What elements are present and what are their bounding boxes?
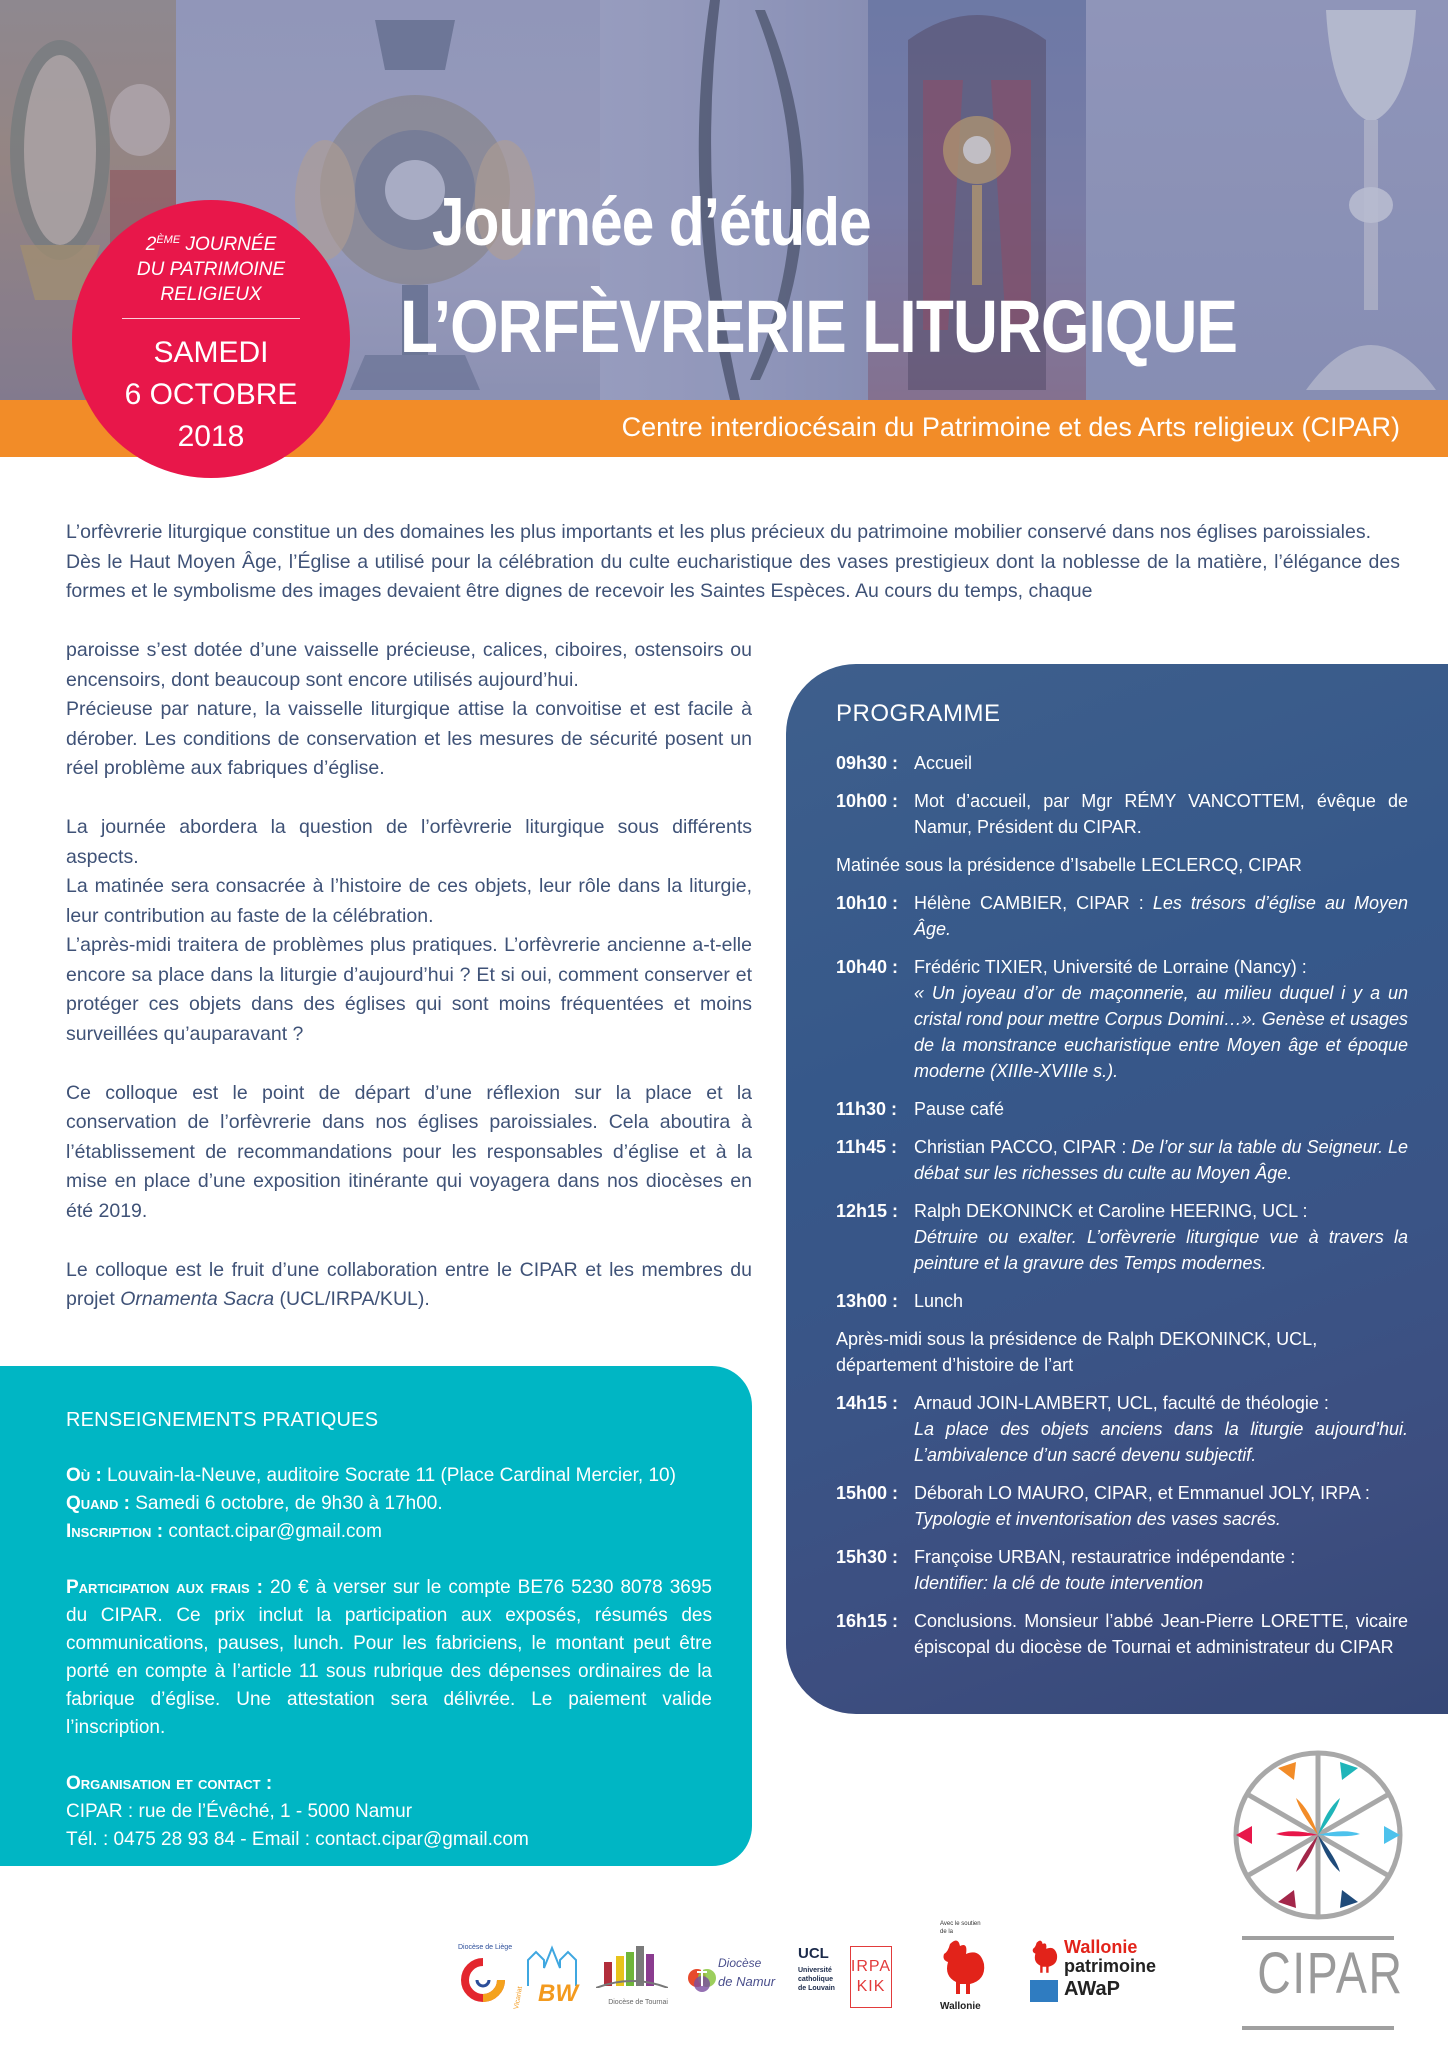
intro-column xyxy=(66,636,752,1315)
intro-p8-text: Le colloque est le fruit d’une collaboration entre le CIPAR et les membres du projet xyxy=(66,1258,752,1310)
logo-wallonie xyxy=(940,1920,1000,2020)
programme-speaker: Accueil xyxy=(914,753,973,773)
tournai-logo-text: Diocèse de Tournai xyxy=(608,1999,668,2006)
programme-speaker: Arnaud JOIN-LAMBERT, UCL, faculté de théologie : xyxy=(914,1393,1329,1413)
programme-time: 15h30 : xyxy=(836,1547,899,1567)
programme-speaker: Hélène CAMBIER, CIPAR : xyxy=(914,893,1153,913)
intro-paragraph-3: Précieuse par nature, la vaisselle liturgique attise la convoitise et est facile à dérober. Les conditions de conservation et les mesures de sécurité posent un réel problème aux fabriques d’église. xyxy=(66,698,752,779)
badge-divider xyxy=(122,318,300,319)
programme-talk-title: Typologie et inventorisation des vases sacrés. xyxy=(914,1509,1281,1529)
intro-paragraph-2-continued: paroisse s’est dotée d’une vaisselle précieuse, calices, ciboires, ostensoirs ou encensoirs, dont beaucoup sont encore utilisés aujourd’hui. xyxy=(66,639,752,691)
programme-talk-title: De l’or sur la table du Seigneur. Le débat sur les richesses du culte au Moyen Âge. xyxy=(914,1137,1408,1183)
cipar-wordmark: CIPAR xyxy=(1257,1941,1404,2006)
info-contact-label xyxy=(66,1770,712,1798)
irpa-logo-text: IRPA xyxy=(850,1958,892,1975)
info-contact-phone[interactable]: Tél. : 0475 28 93 84 - Email : contact.cipar@gmail.com xyxy=(66,1829,529,1850)
badge-edition-rest: JOURNÉE xyxy=(180,234,277,255)
programme-list xyxy=(836,750,1408,1660)
programme-item xyxy=(836,1288,1408,1314)
programme-speaker: Lunch xyxy=(914,1291,964,1311)
programme-speaker: Frédéric TIXIER, Université de Lorraine (Nancy) : xyxy=(914,957,1307,977)
programme-time: 16h15 : xyxy=(836,1611,899,1631)
programme-speaker: Françoise URBAN, restauratrice indépendante : xyxy=(914,1547,1296,1567)
programme-item xyxy=(836,890,1408,942)
badge-day: SAMEDI xyxy=(153,336,269,369)
programme-speaker: Conclusions. Monsieur l’abbé Jean-Pierre LORETTE, vicaire épiscopal du diocèse de Tournai et administrateur du CIPAR xyxy=(914,1611,1408,1657)
programme-item xyxy=(836,788,1408,840)
info-where xyxy=(66,1462,712,1490)
info-registration xyxy=(66,1518,712,1546)
intro-p8-end: (UCL/IRPA/KUL). xyxy=(274,1288,430,1310)
programme-chair: Matinée sous la présidence d’Isabelle LECLERCQ, CIPAR xyxy=(836,855,1302,875)
cipar-rosette-icon xyxy=(1218,1740,1418,1930)
programme-body xyxy=(914,1544,1408,1596)
badge-year: 2018 xyxy=(177,420,245,453)
intro-paragraph-4: La journée abordera la question de l’orfèvrerie liturgique sous différents aspects. xyxy=(66,816,752,868)
badge-edition xyxy=(72,228,350,307)
programme-talk-title: « Un joyeau d’or de maçonnerie, au milieu duquel i y a un cristal rond pour mettre Corpus Domini…». Genèse et usages de la monstrance eucharistique entre Moyen âge et époque moderne (XIIIe-XVIIIe s.). xyxy=(914,983,1408,1081)
intro-paragraph-8 xyxy=(66,1256,752,1315)
programme-body xyxy=(914,750,1408,776)
intro-paragraph-2: Dès le Haut Moyen Âge, l’Église a utilisé pour la célébration du culte eucharistique des vases prestigieux dont la noblesse de la matière, l’élégance des formes et le symbolisme des images devaient être dignes de recevoir les Saintes Espèces. Au cours du temps, chaque xyxy=(66,550,1400,602)
programme-time: 13h00 : xyxy=(836,1291,899,1311)
programme-time: 15h00 : xyxy=(836,1483,899,1503)
programme-talk-title: Détruire ou exalter. L’orfèvrerie liturgique vue à travers la peinture et la gravure des Temps modernes. xyxy=(914,1227,1408,1273)
logo-vicariat-bw xyxy=(513,1938,580,2014)
tournai-towers-icon xyxy=(596,1944,668,1988)
ucl-line-1: Université xyxy=(798,1967,832,1974)
intro-paragraph-5: La matinée sera consacrée à l’histoire de ces objets, leur rôle dans la liturgie, leur contribution au faste de la célébration. xyxy=(66,875,752,927)
logo-ucl xyxy=(798,1946,838,2008)
programme-time: 10h00 : xyxy=(836,791,899,811)
awap-text-2: patrimoine xyxy=(1064,1956,1157,1976)
programme-time: 10h40 : xyxy=(836,957,899,977)
wallonie-logo-text: Wallonie xyxy=(940,2001,981,2012)
support-text: Avec le soutien de la xyxy=(940,1921,981,1935)
rooster-icon xyxy=(940,1936,988,1996)
liege-logo-icon xyxy=(458,1942,508,2012)
badge-line-2: DU PATRIMOINE xyxy=(136,259,286,280)
badge-date-text: 6 OCTOBRE xyxy=(124,378,298,411)
namur-flower-icon xyxy=(688,1962,716,1992)
when-value: Samedi 6 octobre, de 9h30 à 17h00. xyxy=(129,1493,443,1514)
logo-awap xyxy=(1030,1938,1170,2010)
programme-panel xyxy=(786,664,1448,1714)
kik-logo-text: KIK xyxy=(856,1978,886,1995)
programme-speaker: Ralph DEKONINCK et Caroline HEERING, UCL : xyxy=(914,1201,1308,1221)
intro-full-width xyxy=(66,518,1400,607)
ucl-line-2: catholique xyxy=(798,1976,834,1983)
programme-body xyxy=(914,1096,1408,1122)
programme-time: 11h45 : xyxy=(836,1137,898,1157)
programme-item xyxy=(836,1544,1408,1596)
programme-time: 10h10 : xyxy=(836,893,899,913)
programme-time: 14h15 : xyxy=(836,1393,899,1413)
awap-rooster-icon xyxy=(1030,1938,1060,1974)
programme-body xyxy=(914,1608,1408,1660)
liege-logo-text: Diocèse de Liège xyxy=(458,1944,513,1951)
registration-label: Inscription : xyxy=(66,1521,164,1542)
programme-body xyxy=(914,1134,1408,1186)
awap-text-1: Wallonie xyxy=(1064,1937,1138,1957)
partner-logos xyxy=(450,1921,1180,2028)
programme-body xyxy=(914,1288,1408,1314)
logo-diocese-namur xyxy=(688,1950,778,2000)
logo-irpa-kik xyxy=(850,1946,892,2008)
when-label: Quand : xyxy=(66,1493,130,1514)
programme-item xyxy=(836,750,1408,776)
badge-edition-suffix: ÈME xyxy=(156,234,181,246)
cipar-logo xyxy=(1218,1740,1418,2030)
intro-paragraph-1: L’orfèvrerie liturgique constitue un des domaines les plus importants et les plus précieux du patrimoine mobilier conservé dans nos églises paroissiales. xyxy=(66,521,1372,543)
organizer-name: Centre interdiocésain du Patrimoine et des Arts religieux (CIPAR) xyxy=(621,412,1400,442)
programme-time: 09h30 : xyxy=(836,753,899,773)
namur-logo-text-2: de Namur xyxy=(718,1974,776,1989)
programme-speaker: Pause café xyxy=(914,1099,1005,1119)
awap-bridge-icon xyxy=(1030,1980,1058,2002)
programme-title: PROGRAMME xyxy=(836,700,1001,727)
logo-diocese-liege xyxy=(458,1942,513,2012)
intro-paragraph-7: Ce colloque est le point de départ d’une réflexion sur la place et la conservation de l’orfèvrerie dans nos églises paroissiales. Cela aboutira à l’établissement de recommandations pour les responsables d’église et à la mise en place d’une exposition itinérante qui voyagera dans nos diocèses en été 2019. xyxy=(66,1081,752,1222)
title-line-1: Journée d’étude xyxy=(432,184,871,260)
namur-logo-text-1: Diocèse xyxy=(718,1956,762,1970)
bw-logo-text: BW xyxy=(538,1980,578,2007)
title-line-2: L’ORFÈVRERIE LITURGIQUE xyxy=(400,285,1238,368)
ucl-line-3: de Louvain xyxy=(798,1985,835,1992)
programme-speaker: Christian PACCO, CIPAR : xyxy=(914,1137,1132,1157)
programme-time: 11h30 : xyxy=(836,1099,898,1119)
programme-speaker: Déborah LO MAURO, CIPAR, et Emmanuel JOLY, IRPA : xyxy=(914,1483,1370,1503)
date-badge xyxy=(72,200,350,478)
badge-edition-number: 2 xyxy=(145,234,157,255)
cipar-rule-bottom xyxy=(1242,2026,1394,2030)
project-name: Ornamenta Sacra xyxy=(120,1288,275,1310)
info-when xyxy=(66,1490,712,1518)
practical-info-panel xyxy=(0,1366,752,1866)
programme-item xyxy=(836,954,1408,1084)
programme-item xyxy=(836,1134,1408,1186)
where-label: Où : xyxy=(66,1465,102,1486)
where-value: Louvain-la-Neuve, auditoire Socrate 11 (Place Cardinal Mercier, 10) xyxy=(101,1465,676,1486)
ucl-logo-text: UCL xyxy=(798,1945,829,1962)
awap-text-3: AWaP xyxy=(1064,1978,1120,2000)
contact-label: Organisation et contact : xyxy=(66,1773,273,1794)
programme-talk-title: Les trésors d’église au Moyen Âge. xyxy=(914,893,1409,939)
programme-item xyxy=(836,1198,1408,1276)
programme-body xyxy=(914,1198,1408,1276)
programme-body xyxy=(914,1390,1408,1468)
fee-value: 20 € à verser sur le compte BE76 5230 8078 3695 du CIPAR. Ce prix inclut la participation aux exposés, résumés des communications, pauses, lunch. Pour les fabriciens, le montant peut être porté en compte à l’article 11 sous rubrique des dépenses ordinaires de la fabrique d’église. Une attestation sera délivrée. Le paiement valide l’inscription. xyxy=(66,1577,712,1738)
programme-talk-title: La place des objets anciens dans la liturgie aujourd’hui. L’ambivalence d’un sacré devenu subjectif. xyxy=(914,1419,1408,1465)
programme-time: 12h15 : xyxy=(836,1201,899,1221)
intro-paragraph-6: L’après-midi traitera de problèmes plus pratiques. L’orfèvrerie ancienne a-t-elle encore sa place dans la liturgie d’aujourd’hui ? Et si oui, comment conserver et protéger ces objets dans des églises qui sont moins fréquentées et moins surveillées qu’auparavant ? xyxy=(66,934,752,1045)
programme-talk-title: Identifier: la clé de toute intervention xyxy=(914,1573,1204,1593)
programme-body xyxy=(914,890,1408,942)
fee-label: Participation aux frais : xyxy=(66,1577,264,1598)
bw-logo-small: Vicariat xyxy=(513,1985,525,2010)
programme-body xyxy=(914,1480,1408,1532)
info-contact-address: CIPAR : rue de l’Évêché, 1 - 5000 Namur xyxy=(66,1801,413,1822)
programme-body xyxy=(914,954,1408,1084)
programme-item xyxy=(836,1390,1408,1468)
badge-date xyxy=(72,332,350,458)
programme-item xyxy=(836,1096,1408,1122)
info-fee xyxy=(66,1574,712,1742)
logo-diocese-tournai xyxy=(596,1944,668,2010)
programme-speaker: Mot d’accueil, par Mgr RÉMY VANCOTTEM, évêque de Namur, Président du CIPAR. xyxy=(914,791,1408,837)
info-title: RENSEIGNEMENTS PRATIQUES xyxy=(66,1409,379,1431)
programme-item xyxy=(836,1608,1408,1660)
programme-item xyxy=(836,1480,1408,1532)
programme-chair: Après-midi sous la présidence de Ralph DEKONINCK, UCL, département d’histoire de l’art xyxy=(836,1329,1318,1375)
programme-body xyxy=(914,788,1408,840)
registration-email[interactable]: contact.cipar@gmail.com xyxy=(163,1521,382,1542)
badge-line-3: RELIGIEUX xyxy=(160,284,262,305)
